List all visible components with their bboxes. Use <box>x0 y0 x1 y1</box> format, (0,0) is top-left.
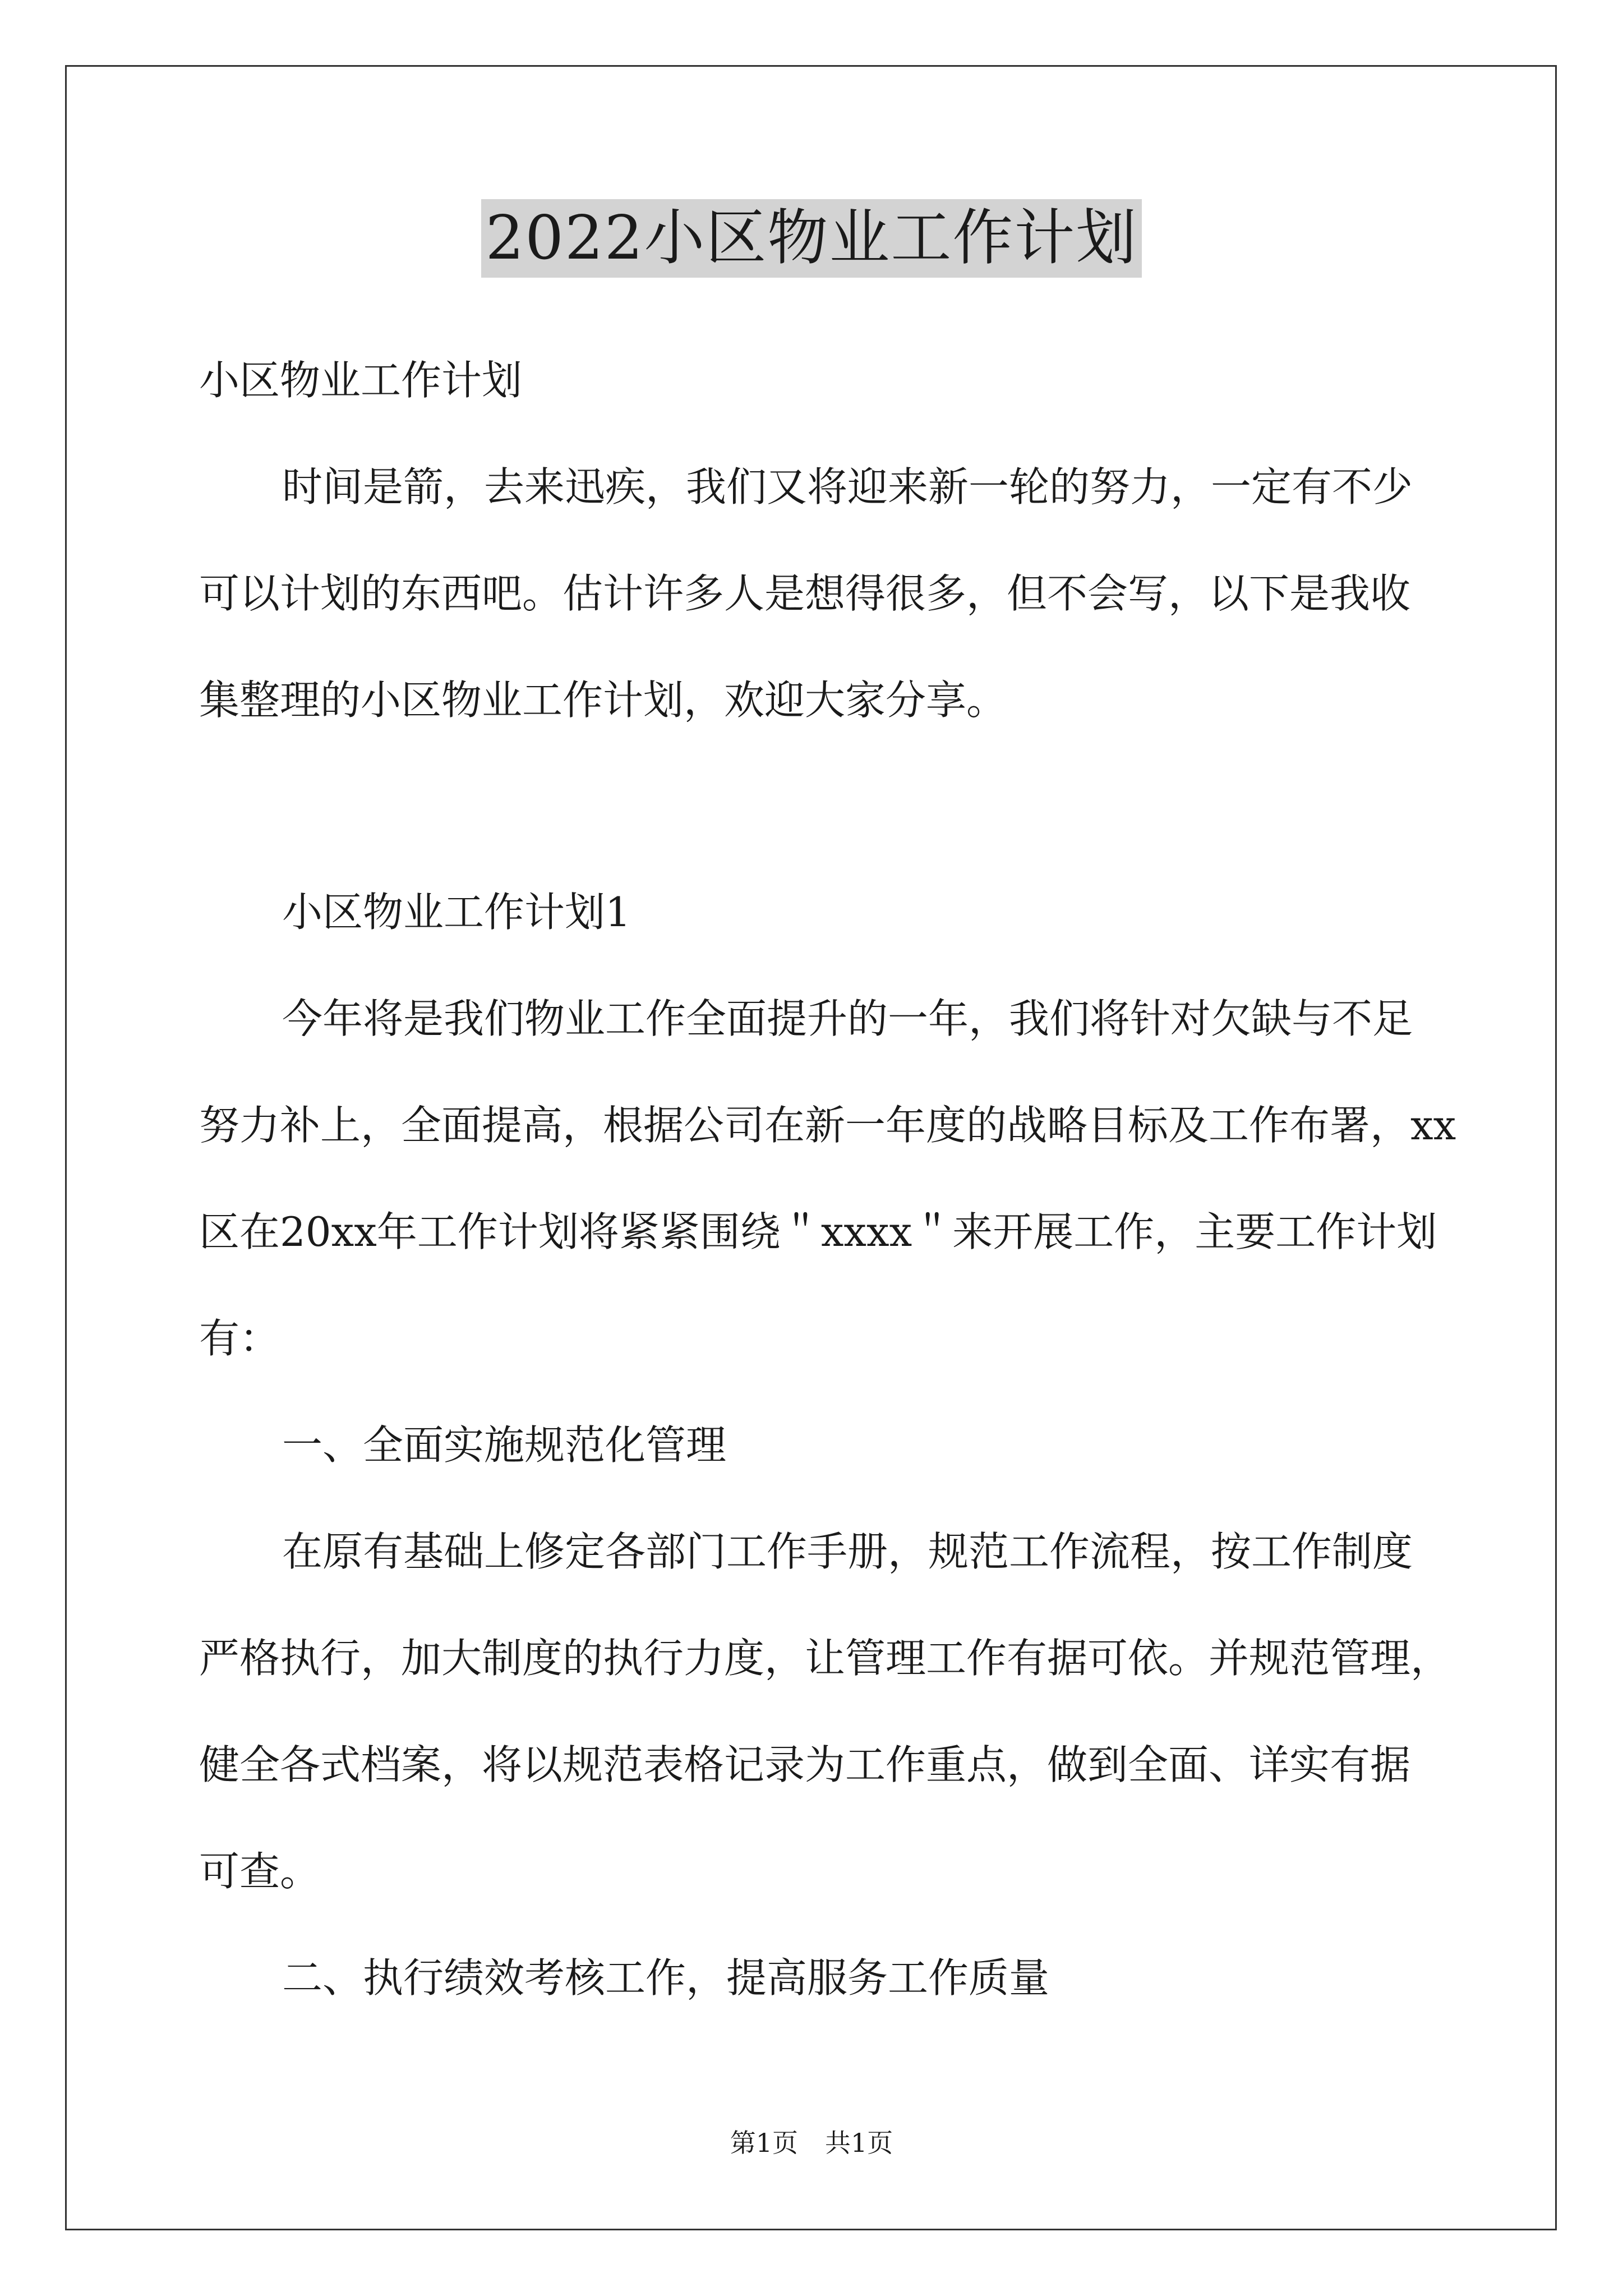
intro-line: 时间是箭，去来迅疾，我们又将迎来新一轮的努力，一定有不少 <box>282 463 1413 510</box>
paragraph-line: 可查。 <box>199 1848 321 1895</box>
paragraph-line: 严格执行，加大制度的执行力度，让管理工作有据可依。并规范管理， <box>199 1635 1451 1682</box>
intro-line: 集整理的小区物业工作计划，欢迎大家分享。 <box>199 677 1007 724</box>
document-title: 2022小区物业工作计划 <box>481 199 1142 278</box>
title-container <box>0 199 1623 278</box>
page-total: 共1页 <box>825 2128 893 2158</box>
paragraph-line: 区在20xx年工作计划将紧紧围绕＂xxxx＂来开展工作，主要工作计划 <box>199 1208 1437 1255</box>
paragraph-line: 今年将是我们物业工作全面提升的一年，我们将针对欠缺与不足 <box>282 995 1413 1042</box>
document-subtitle: 小区物业工作计划 <box>199 357 523 404</box>
paragraph-line: 在原有基础上修定各部门工作手册，规范工作流程，按工作制度 <box>282 1528 1413 1575</box>
paragraph-line: 有： <box>199 1315 280 1362</box>
list-item-heading: 一、全面实施规范化管理 <box>282 1421 727 1469</box>
intro-line: 可以计划的东西吧。估计许多人是想得很多，但不会写，以下是我收 <box>199 570 1411 617</box>
list-item-heading: 二、执行绩效考核工作，提高服务工作质量 <box>282 1954 1050 2001</box>
section-heading: 小区物业工作计划1 <box>282 889 631 936</box>
page-number: 第1页 <box>730 2128 798 2158</box>
paragraph-line: 健全各式档案，将以规范表格记录为工作重点，做到全面、详实有据 <box>199 1741 1411 1788</box>
paragraph-line: 努力补上，全面提高，根据公司在新一年度的战略目标及工作布署，xx <box>199 1102 1456 1149</box>
page-footer <box>0 2126 1623 2160</box>
